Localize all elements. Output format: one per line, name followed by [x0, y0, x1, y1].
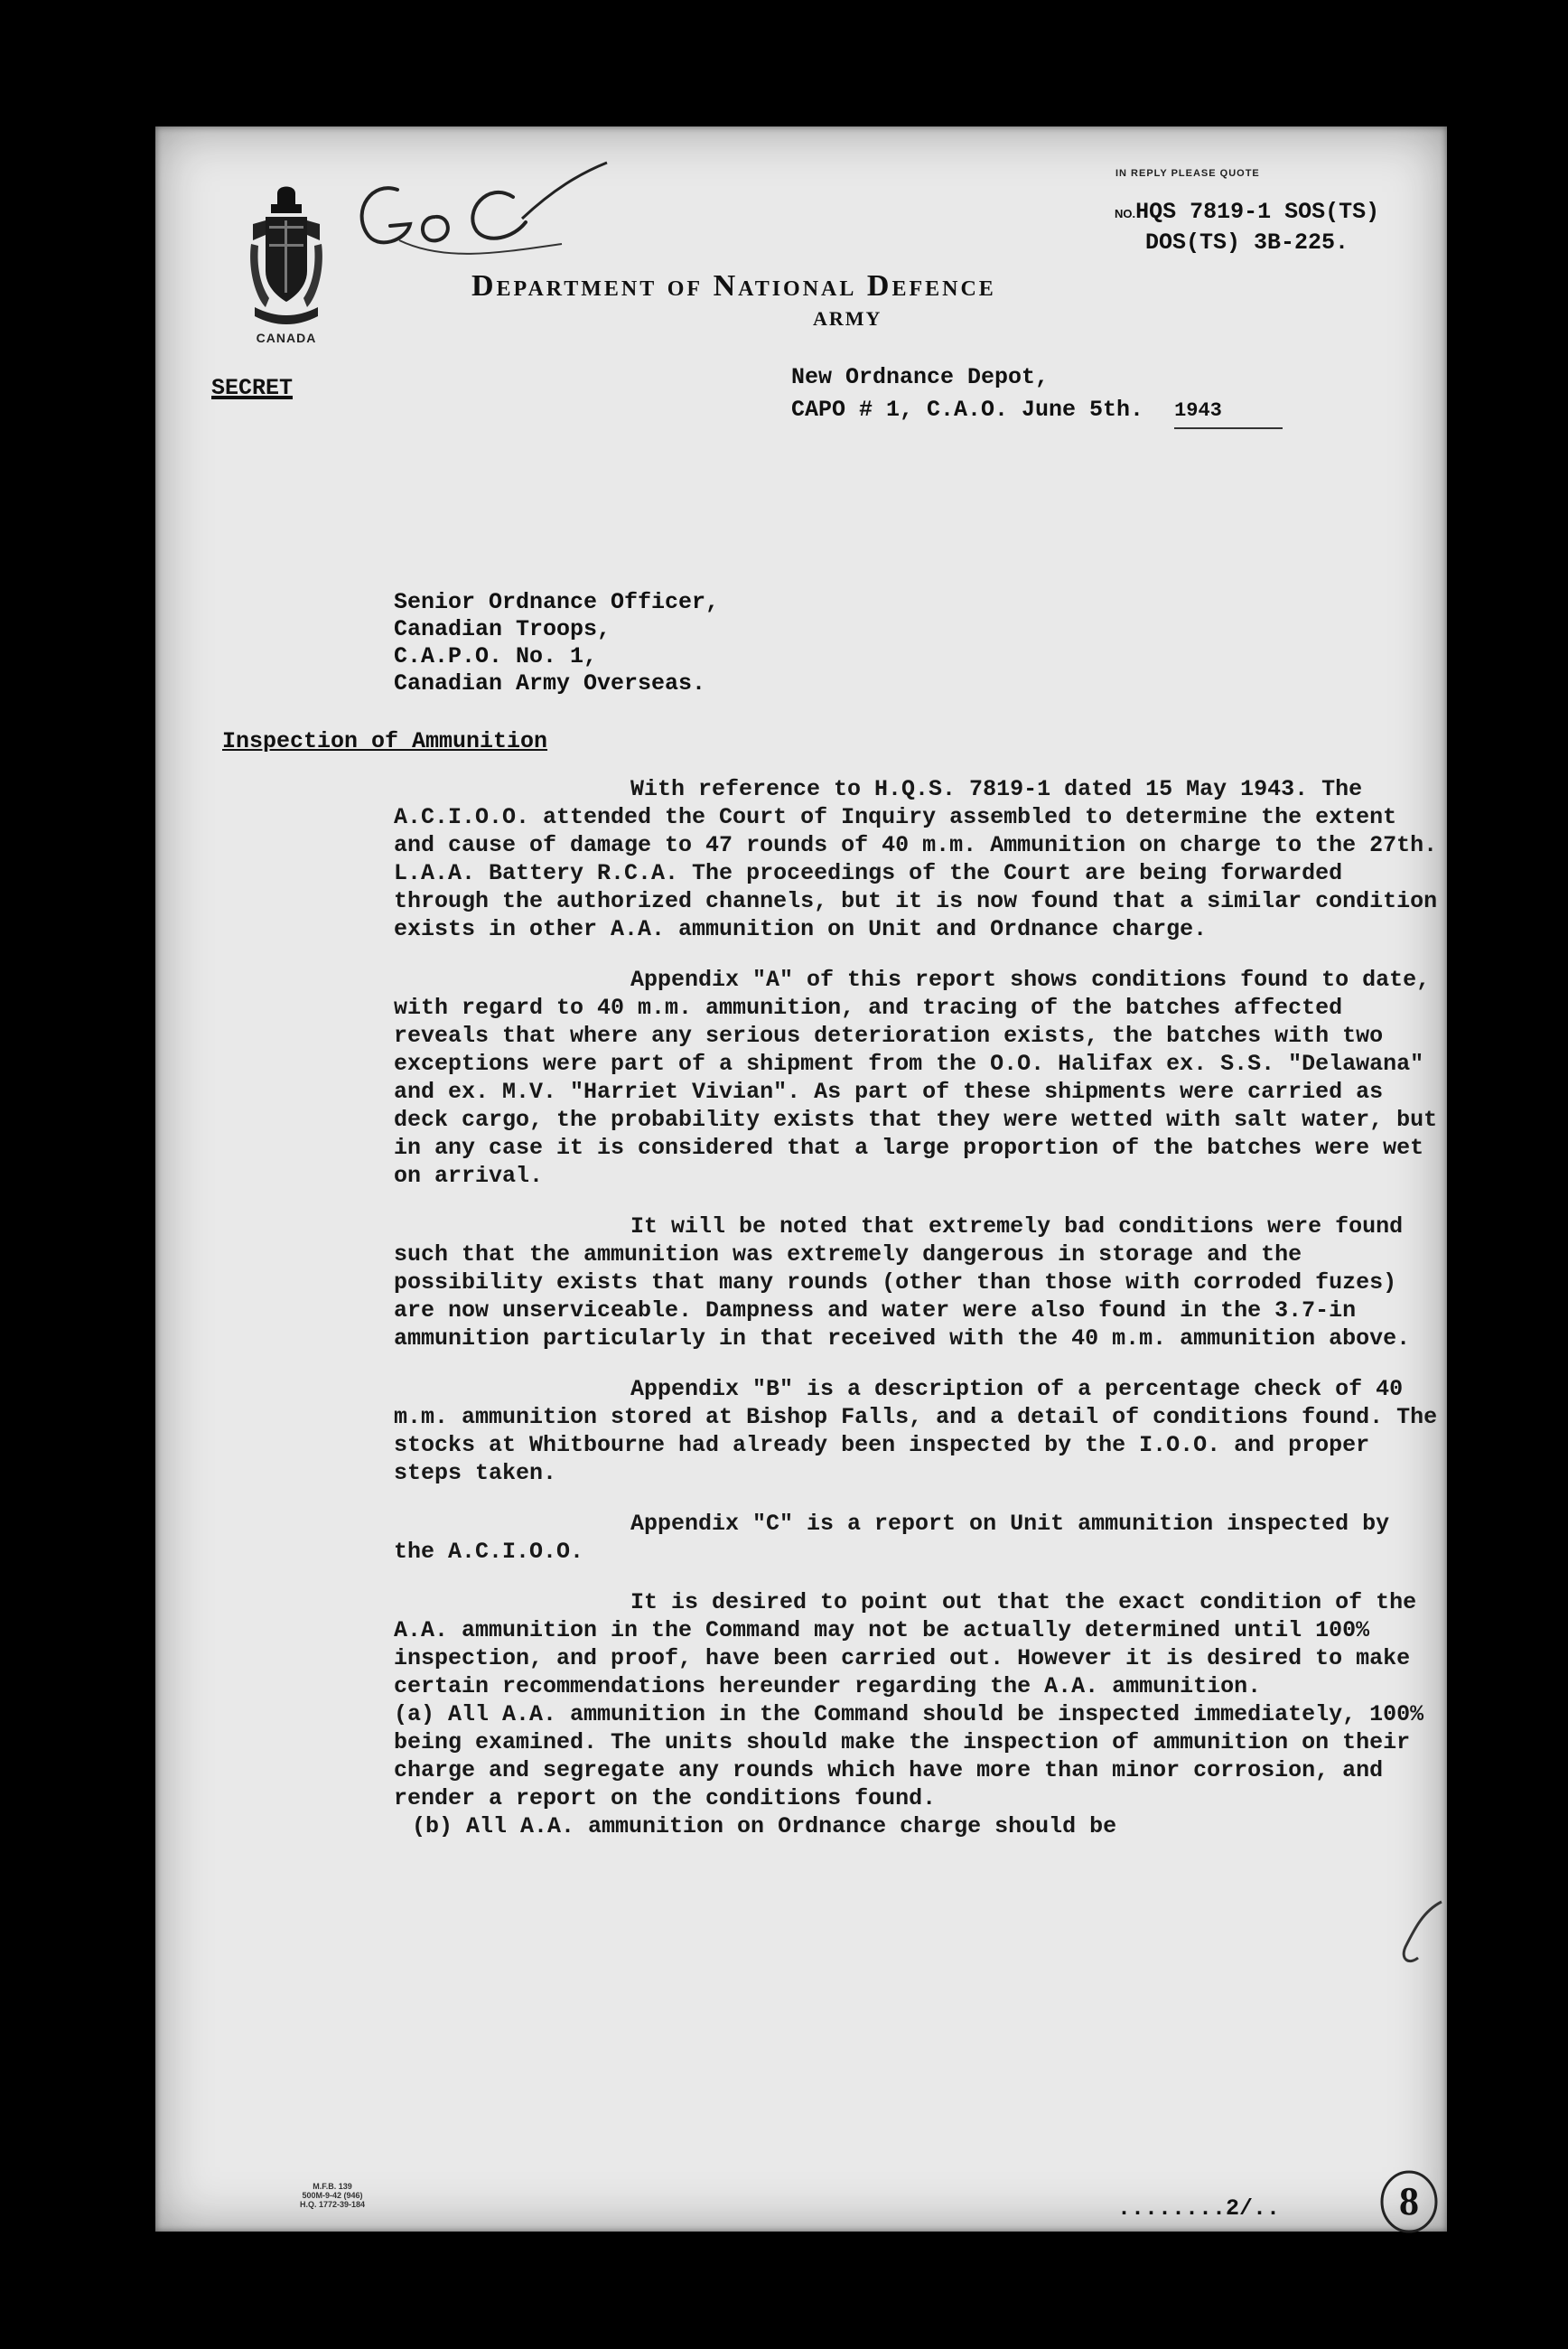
document-page: [155, 126, 1447, 2232]
recommendation-item: (b) All A.A. ammunition on Ordnance charge should be: [412, 1813, 1117, 1839]
department-branch: ARMY: [813, 307, 882, 330]
addressee-line: Senior Ordnance Officer,: [394, 589, 720, 615]
handwritten-initials: [336, 154, 661, 271]
subject-heading: Inspection of Ammunition: [222, 728, 548, 754]
origin-block: [791, 361, 1283, 429]
ref-no-label: NO.: [1115, 207, 1136, 220]
page-number: [1377, 2170, 1441, 2233]
body-paragraph: Appendix "B" is a description of a percentage check of 40 m.m. ammunition stored at Bishop Falls, and a detail of conditions found. The stocks at Whitbourne had already been inspected by the I.O.O. and proper steps taken.: [394, 1376, 1438, 1486]
letter-body: [394, 775, 1442, 1840]
form-code: H.Q. 1772-39-184: [300, 2200, 366, 2209]
body-paragraph: Appendix "C" is a report on Unit ammunition inspected by the A.C.I.O.O.: [394, 1511, 1390, 1565]
origin-year: 1943: [1174, 395, 1283, 429]
recommendation-item: (a) All A.A. ammunition in the Command should be inspected immediately, 100% being examined. The units should make the inspection of ammunition on their charge and segregate any rounds which have more than minor corrosion, and render a report on the conditions found.: [394, 1701, 1424, 1811]
addressee-line: Canadian Troops,: [394, 616, 611, 642]
reply-quote-label: IN REPLY PLEASE QUOTE: [1115, 168, 1260, 179]
page-number-value: 8: [1399, 2179, 1419, 2223]
body-paragraph: Appendix "A" of this report shows conditions found to date, with regard to 40 m.m. ammunition, and tracing of the batches affected reveals that where any serious deterioration exists, the batches with two exceptions were part of a shipment from the O.O. Halifax ex. S.S. "Delawana" and ex. M.V. "Harriet Vivian". As part of these shipments were carried as deck cargo, the probability exists that they were wetted with salt water, but in any case it is considered that a large proportion of the batches were wet on arrival.: [394, 967, 1438, 1189]
addressee-line: Canadian Army Overseas.: [394, 670, 706, 697]
form-code: M.F.B. 139: [313, 2182, 352, 2191]
addressee-line: C.A.P.O. No. 1,: [394, 643, 598, 669]
department-title: Department of National Defence: [471, 269, 996, 303]
form-codes: [300, 2182, 365, 2209]
file-reference: [1115, 197, 1379, 258]
classification-stamp: SECRET: [211, 375, 294, 401]
margin-pencil-mark: [1387, 1893, 1451, 1974]
addressee-block: [394, 589, 719, 697]
body-paragraph: It is desired to point out that the exact condition of the A.A. ammunition in the Command may not be actually determined until 100% inspection, and proof, have been carried out. However it is desired to make certain recommendations hereunder regarding the A.A. ammunition.: [394, 1589, 1417, 1699]
origin-place: New Ordnance Depot,: [791, 364, 1050, 390]
origin-date: CAPO # 1, C.A.O. June 5th.: [791, 397, 1144, 423]
ref-line-1: HQS 7819-1 SOS(TS): [1135, 199, 1380, 225]
crest-label: CANADA: [256, 331, 317, 345]
continuation-marker: ........2/..: [1117, 2195, 1281, 2222]
canada-coat-of-arms-icon: [246, 181, 327, 334]
body-paragraph: It will be noted that extremely bad conditions were found such that the ammunition was extremely dangerous in storage and the possibility exists that many rounds (other than those with corroded fuzes) are now unserviceable. Dampness and water were also found in the 3.7-in ammunition particularly in that received with the 40 m.m. ammunition above.: [394, 1213, 1411, 1352]
body-paragraph: With reference to H.Q.S. 7819-1 dated 15 May 1943. The A.C.I.O.O. attended the Court of Inquiry assembled to determine the extent and cause of damage to 47 rounds of 40 m.m. Ammunition on charge to the 27th. L.A.A. Battery R.C.A. The proceedings of the Court are being forwarded through the authorized channels, but it is now found that a similar condition exists in other A.A. ammunition on Unit and Ordnance charge.: [394, 776, 1438, 942]
ref-line-2: DOS(TS) 3B-225.: [1145, 229, 1349, 256]
form-code: 500M-9-42 (946): [302, 2191, 363, 2200]
